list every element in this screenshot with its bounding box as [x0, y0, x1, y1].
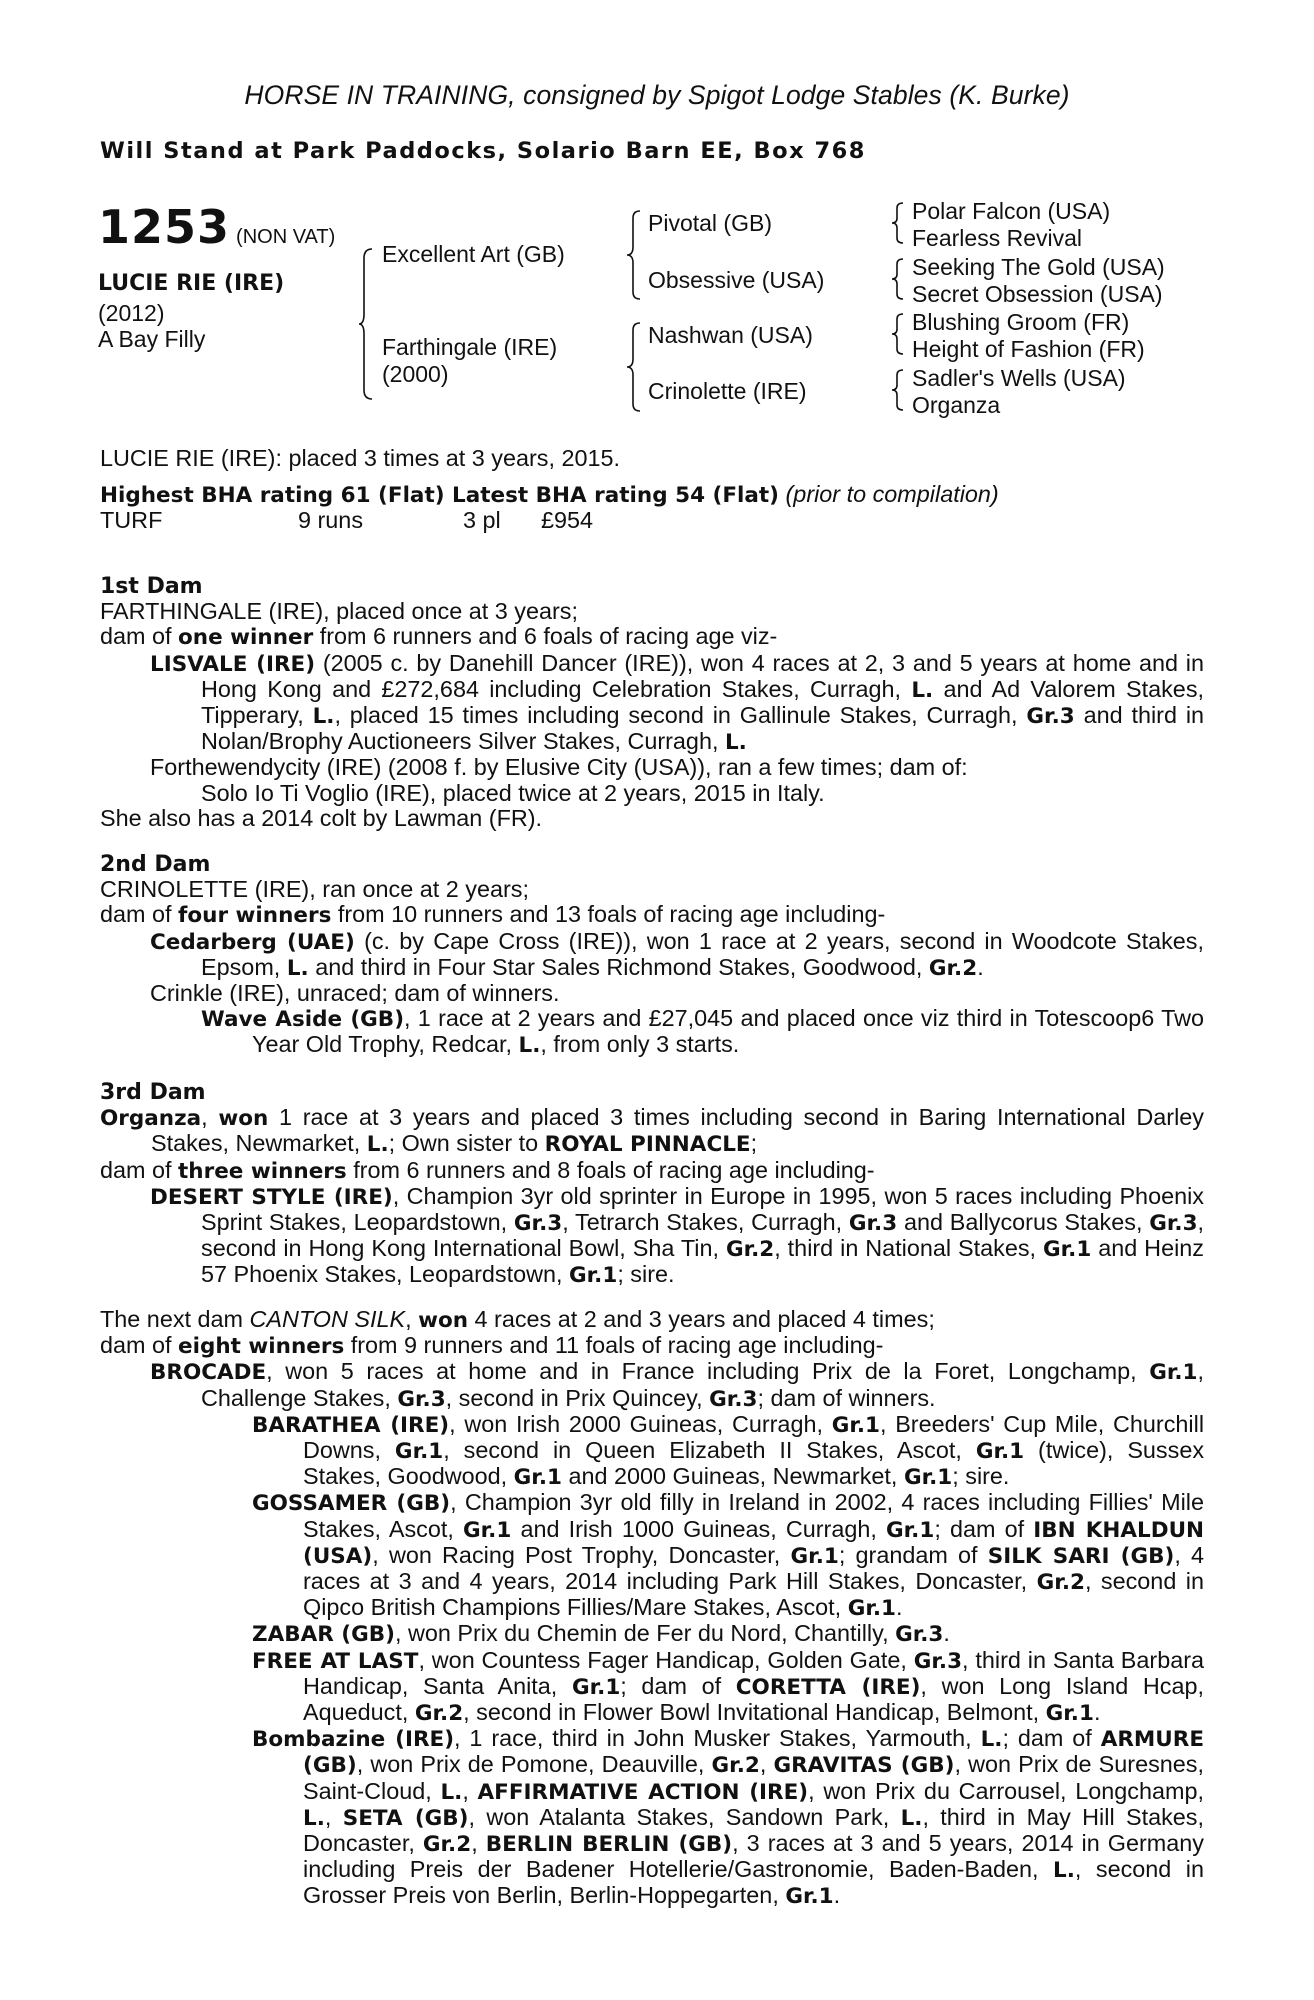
- pedigree-dam-sire: Nashwan (USA): [648, 322, 813, 348]
- turf-record: [100, 508, 1204, 533]
- dam-intro: Organza, won 1 race at 3 years and placed 3 times including second in Baring International Darley Stakes, Newmarket, L.; Own sister to ROYAL PINNACLE;: [100, 1104, 1204, 1158]
- brace-icon: [891, 258, 905, 300]
- lot-number: 1253: [98, 200, 231, 254]
- section-heading: 3rd Dam: [100, 1080, 206, 1105]
- produce-entry: FREE AT LAST, won Countess Fager Handicap, Golden Gate, Gr.3, third in Santa Barbara Handicap, Santa Anita, Gr.1; dam of CORETTA (IRE), won Long Island Hcap, Aqueduct, Gr.2, second in Flower Bowl Invitational Handicap, Belmont, Gr.1.: [252, 1646, 1205, 1727]
- produce-entry: DESERT STYLE (IRE), Champion 3yr old sprinter in Europe in 1995, won 5 races including Phoenix Sprint Stakes, Leopardstown, Gr.3, Tetrarch Stakes, Curragh, Gr.3 and Ballycorus Stakes, Gr.3, second in Hong Kong International Bowl, Sha Tin, Gr.2, third in National Stakes, Gr.1 and Heinz 57 Phoenix Stakes, Leopardstown, Gr.1; sire.: [150, 1182, 1205, 1289]
- produce-entry: Crinkle (IRE), unraced; dam of winners.: [150, 980, 560, 1007]
- pedigree-gen3-name: Sadler's Wells (USA): [912, 365, 1126, 391]
- brace-icon: [891, 202, 905, 244]
- placed-record: LUCIE RIE (IRE): placed 3 times at 3 years, 2015.: [100, 445, 621, 471]
- pedigree-gen3-name: Fearless Revival: [912, 225, 1082, 251]
- produce-entry: Cedarberg (UAE) (c. by Cape Cross (IRE)), won 1 race at 2 years, second in Woodcote Stakes, Epsom, L. and third in Four Star Sales Richmond Stakes, Goodwood, Gr.2.: [150, 927, 1204, 981]
- produce-entry: Solo Io Ti Voglio (IRE), placed twice at 2 years, 2015 in Italy.: [201, 779, 825, 806]
- produce-entry: BROCADE, won 5 races at home and in France including Prix de la Foret, Longchamp, Gr.1, Challenge Stakes, Gr.3, second in Prix Quincey, Gr.3; dam of winners.: [150, 1358, 1205, 1412]
- rating-text: Highest BHA rating 61 (Flat) Latest BHA rating 54 (Flat): [100, 483, 780, 509]
- dam-intro: FARTHINGALE (IRE), placed once at 3 years;: [100, 598, 578, 625]
- produce-entry: GOSSAMER (GB), Champion 3yr old filly in Ireland in 2002, 4 races including Fillies' Mile Stakes, Ascot, Gr.1 and Irish 1000 Guineas, Curragh, Gr.1; dam of IBN KHALDUN (USA), won Racing Post Trophy, Doncaster, Gr.1; grandam of SILK SARI (GB), 4 races at 3 and 4 years, 2014 including Park Hill Stakes, Doncaster, Gr.2, second in Qipco British Champions Fillies/Mare Stakes, Ascot, Gr.1.: [252, 1489, 1205, 1622]
- placings: 3 pl: [463, 507, 501, 534]
- section-heading: 1st Dam: [100, 574, 203, 599]
- pedigree-gen3-name: Secret Obsession (USA): [912, 281, 1163, 307]
- pedigree-dam-dam: Crinolette (IRE): [648, 378, 807, 404]
- dam-produce: dam of three winners from 6 runners and 8 foals of racing age including-: [100, 1156, 875, 1184]
- earnings: £954: [541, 507, 594, 534]
- stable-location: Will Stand at Park Paddocks, Solario Barn EE, Box 768: [100, 138, 866, 164]
- brace-icon: [891, 313, 905, 355]
- next-dam-section: [100, 1307, 1204, 1910]
- brace-icon: [626, 210, 642, 300]
- runs: 9 runs: [298, 507, 364, 534]
- rating-note: (prior to compilation): [785, 481, 999, 508]
- dam-intro: The next dam CANTON SILK, won 4 races at 2 and 3 years and placed 4 times;: [100, 1306, 935, 1333]
- section-heading: 2nd Dam: [100, 852, 211, 877]
- dam-produce: dam of one winner from 6 runners and 6 foals of racing age viz-: [100, 623, 778, 651]
- pedigree-dam: Farthingale (IRE): [382, 334, 558, 360]
- brace-icon: [358, 248, 374, 400]
- first-dam-section: [100, 574, 1204, 831]
- pedigree-gen3-name: Organza: [912, 392, 1001, 418]
- race-summary: [100, 446, 1204, 534]
- pedigree-gen3-name: Polar Falcon (USA): [912, 198, 1111, 224]
- vat-status: (NON VAT): [236, 226, 336, 248]
- produce-entry: Wave Aside (GB), 1 race at 2 years and £27,045 and placed once viz third in Totescoop6 Two Year Old Trophy, Redcar, L., from only 3 starts.: [201, 1005, 1204, 1059]
- second-dam-section: [100, 852, 1204, 1059]
- dam-produce: dam of four winners from 10 runners and 13 foals of racing age including-: [100, 901, 886, 929]
- page-header: HORSE IN TRAINING, consigned by Spigot Lodge Stables (K. Burke): [244, 80, 1070, 110]
- pedigree-gen3-name: Seeking The Gold (USA): [912, 254, 1165, 280]
- lot-heading: [98, 200, 335, 254]
- brace-icon: [891, 369, 905, 411]
- third-dam-section: [100, 1080, 1204, 1289]
- pedigree-sire: Excellent Art (GB): [382, 241, 565, 267]
- produce-entry: BARATHEA (IRE), won Irish 2000 Guineas, Curragh, Gr.1, Breeders' Cup Mile, Churchill Downs, Gr.1, second in Queen Elizabeth II Stakes, Ascot, Gr.1 (twice), Sussex Stakes, Goodwood, Gr.1 and 2000 Guineas, Newmarket, Gr.1; sire.: [252, 1410, 1205, 1491]
- brace-icon: [626, 322, 642, 412]
- horse-year: (2012): [98, 300, 165, 326]
- dam-intro: CRINOLETTE (IRE), ran once at 2 years;: [100, 876, 529, 903]
- bha-rating: [100, 482, 1204, 508]
- dam-produce: dam of eight winners from 9 runners and 11 foals of racing age including-: [100, 1332, 884, 1360]
- horse-name: LUCIE RIE (IRE): [98, 271, 285, 296]
- pedigree-gen3-name: Blushing Groom (FR): [912, 309, 1130, 335]
- pedigree-dam-year: (2000): [382, 361, 449, 387]
- produce-entry: Forthewendycity (IRE) (2008 f. by Elusive City (USA)), ran a few times; dam of:: [150, 754, 968, 781]
- produce-entry: ZABAR (GB), won Prix du Chemin de Fer du Nord, Chantilly, Gr.3.: [252, 1620, 950, 1648]
- horse-description: A Bay Filly: [98, 326, 206, 352]
- pedigree-gen3-name: Height of Fashion (FR): [912, 336, 1145, 362]
- surface: TURF: [100, 507, 163, 534]
- produce-entry: Bombazine (IRE), 1 race, third in John Musker Stakes, Yarmouth, L.; dam of ARMURE (GB), won Prix de Pomone, Deauville, Gr.2, GRAVITAS (GB), won Prix de Suresnes, Saint-Cloud, L., AFFIRMATIVE ACTION (IRE), won Prix du Carrousel, Longchamp, L., SETA (GB), won Atalanta Stakes, Sandown Park, L., third in May Hill Stakes, Doncaster, Gr.2, BERLIN BERLIN (GB), 3 races at 3 and 5 years, 2014 in Germany including Preis der Badener Hotellerie/Gastronomie, Baden-Baden, L., second in Grosser Preis von Berlin, Berlin-Hoppegarten, Gr.1.: [252, 1725, 1205, 1910]
- pedigree-sire-sire: Pivotal (GB): [648, 210, 772, 236]
- dam-note: She also has a 2014 colt by Lawman (FR).: [100, 804, 543, 831]
- produce-entry: LISVALE (IRE) (2005 c. by Danehill Dancer (IRE)), won 4 races at 2, 3 and 5 years at home and in Hong Kong and £272,684 including Celebration Stakes, Curragh, L. and Ad Valorem Stakes, Tipperary, L., placed 15 times including second in Gallinule Stakes, Curragh, Gr.3 and third in Nolan/Brophy Auctioneers Silver Stakes, Curragh, L.: [150, 649, 1205, 756]
- pedigree-sire-dam: Obsessive (USA): [648, 267, 825, 293]
